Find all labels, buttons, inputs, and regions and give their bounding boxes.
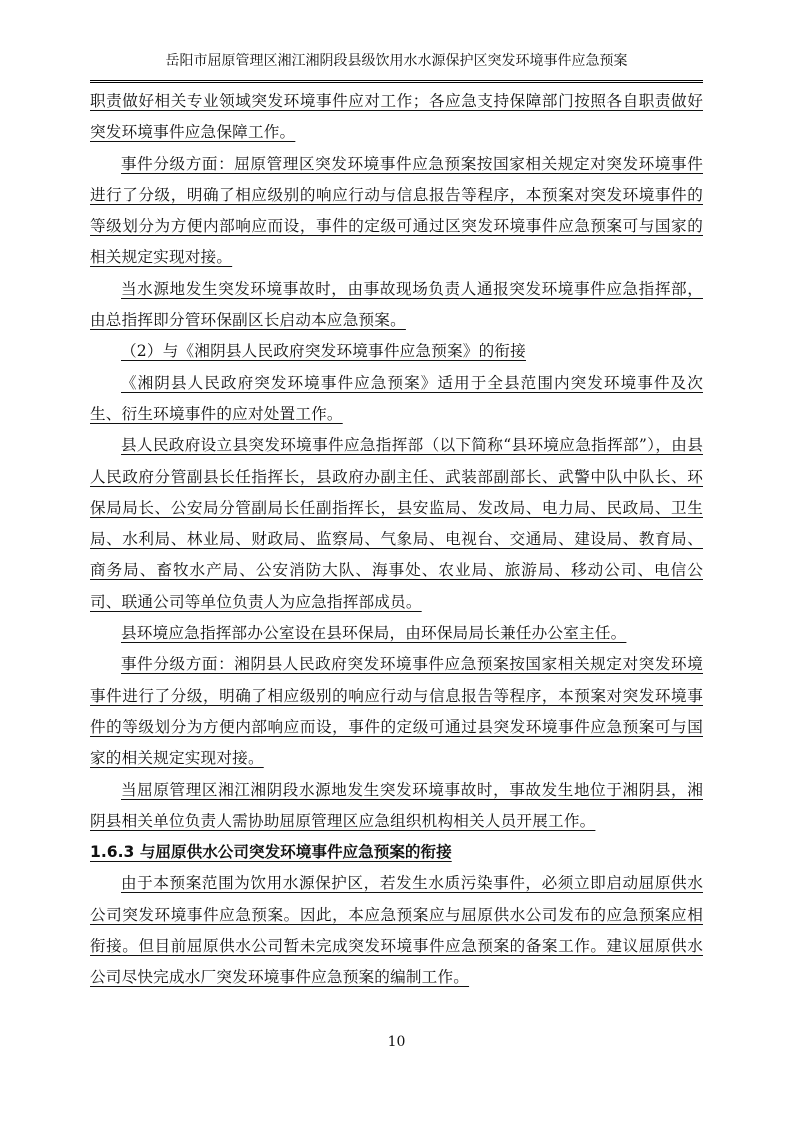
paragraph-text: 当水源地发生突发环境事故时，由事故现场负责人通报突发环境事件应急指挥部，由总指挥即分管环保副区长启动本应急预案。 [90,279,703,330]
paragraph-text: 事件分级方面：屈原管理区突发环境事件应急预案按国家相关规定对突发环境事件进行了分级，明确了相应级别的响应行动与信息报告等程序，本预案对突发环境事件的等级划分为方便内部响应而设，事件的定级可通过区突发环境事件应急预案可与国家的相关规定实现对接。 [90,154,703,267]
paragraph-text: 当屈原管理区湘江湘阴段水源地发生突发环境事故时，事故发生地位于湘阴县，湘阴县相关单位负责人需协助屈原管理区应急组织机构相关人员开展工作。 [90,780,703,830]
page-number: 10 [387,1034,406,1050]
paragraph-text: 职责做好相关专业领域突发环境事件应对工作；各应急支持保障部门按照各自职责做好突发环境事件应急保障工作。 [90,92,703,142]
paragraph-text: 县人民政府设立县突发环境事件应急指挥部（以下简称“县环境应急指挥部”），由县人民政府分管副县长任指挥长，县政府办副主任、武装部副部长、武警中队中队长、环保局局长、公安局分管副局长任副指挥长，县安监局、发改局、电力局、民政局、卫生局、水利局、林业局、财政局、监察局、气象局、电视台、交通局、建设局、教育局、商务局、畜牧水产局、公安消防大队、海事处、农业局、旅游局、移动公司、电信公司、联通公司等单位负责人为应急指挥部成员。 [90,436,703,611]
paragraph [90,368,703,431]
section-heading [90,837,703,868]
paragraph-text: 《湘阴县人民政府突发环境事件应急预案》适用于全县范围内突发环境事件及次生、衍生环境事件的应对处置工作。 [90,373,703,423]
paragraph [90,649,703,774]
paragraph [90,149,703,274]
paragraph [90,618,703,649]
paragraph-text: 县环境应急指挥部办公室设在县环保局，由环保局局长兼任办公室主任。 [121,624,627,643]
section-heading-text: 1.6.3 与屈原供水公司突发环境事件应急预案的衔接 [90,843,452,862]
paragraph [90,430,703,618]
paragraph [90,868,703,993]
paragraph [90,274,703,337]
page-body [90,86,703,994]
running-header: 岳阳市屈原管理区湘江湘阴段县级饮用水水源保护区突发环境事件应急预案 [165,53,628,69]
paragraph [90,336,703,367]
paragraph-text: 由于本预案范围为饮用水源保护区，若发生水质污染事件，必须立即启动屈原供水公司突发环境事件应急预案。因此，本应急预案应与屈原供水公司发布的应急预案应相衔接。但目前屈原供水公司暂未完成突发环境事件应急预案的备案工作。建议屈原供水公司尽快完成水厂突发环境事件应急预案的编制工作。 [90,874,703,987]
paragraph-text: 事件分级方面：湘阴县人民政府突发环境事件应急预案按国家相关规定对突发环境事件进行了分级，明确了相应级别的响应行动与信息报告等程序，本预案对突发环境事件的等级划分为方便内部响应而设，事件的定级可通过县突发环境事件应急预案可与国家的相关规定实现对接。 [90,655,703,768]
paragraph [90,775,703,838]
paragraph-text: （2）与《湘阴县人民政府突发环境事件应急预案》的衔接 [121,342,526,361]
paragraph [90,86,703,149]
header-double-rule [90,80,703,83]
